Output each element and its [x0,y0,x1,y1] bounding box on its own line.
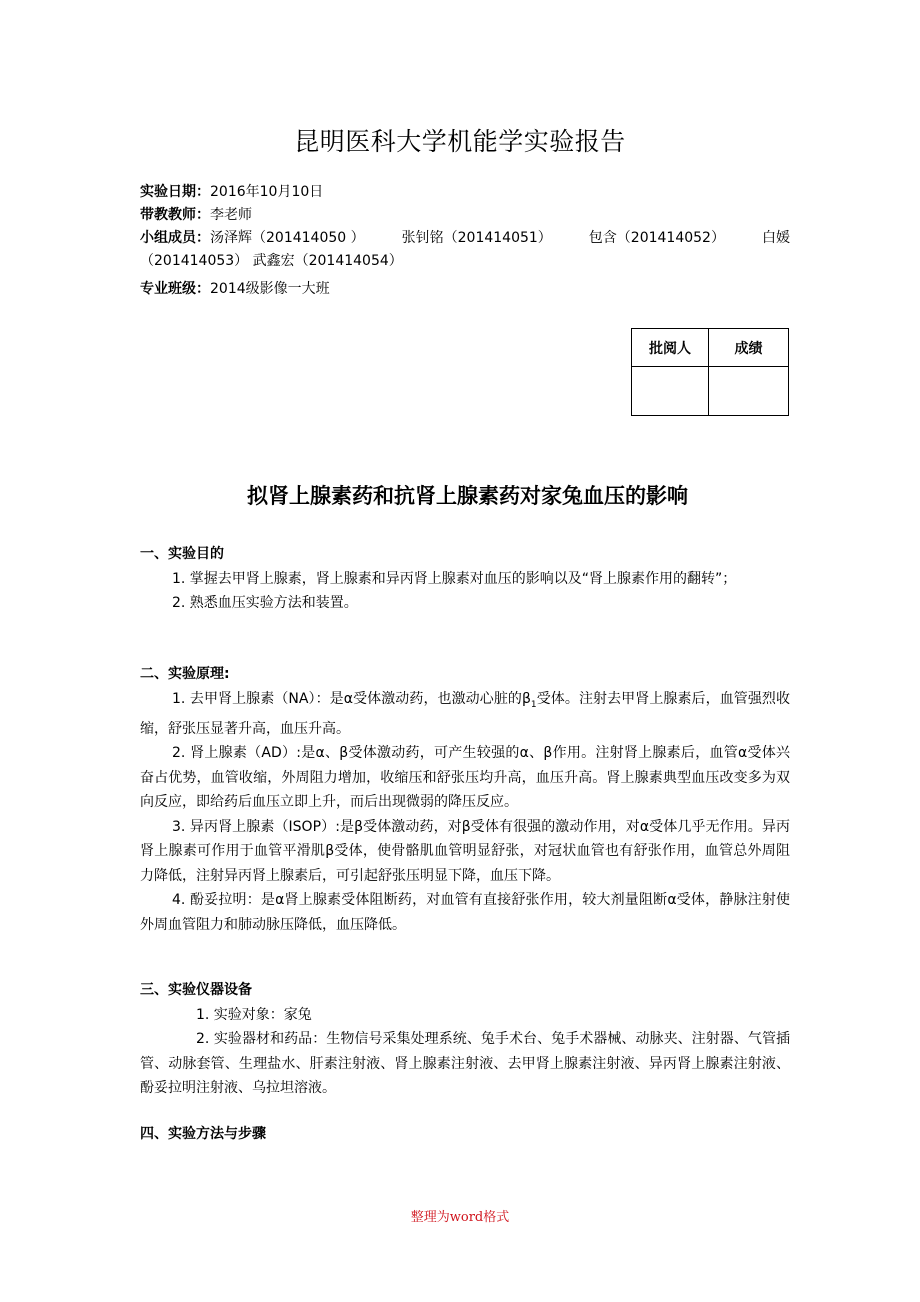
section-principle [140,662,790,937]
list-item: 2. 实验器材和药品：生物信号采集处理系统、兔手术台、兔手术器械、动脉夹、注射器、气管插管、动脉套管、生理盐水、肝素注射液、肾上腺素注射液、去甲肾上腺素注射液、异丙肾上腺素注射液、酚妥拉明注射液、乌拉坦溶液。 [140,1031,790,1096]
list-item: 2. 肾上腺素（AD）:是α、β受体激动药，可产生较强的α、β作用。注射肾上腺素后，血管α受体兴奋占优势，血管收缩，外周阻力增加，收缩压和舒张压均升高，血压升高。肾上腺素典型血压改变多为双向反应，即给药后血压立即上升，而后出现微弱的降压反应。 [140,745,790,811]
footer-note: 整理为word格式 [410,1210,510,1225]
class-value: 2014级影像一大班 [210,281,330,297]
date-value: 2016年10月10日 [210,184,324,200]
score-header: 成绩 [709,329,789,367]
member-1: 汤泽辉（201414050 ） [210,230,365,246]
list-item: 3. 异丙肾上腺素（ISOP）:是β受体激动药，对β受体有很强的激动作用，对α受体几乎无作用。异丙肾上腺素可作用于血管平滑肌β受体，使骨骼肌血管明显舒张，对冠状血管也有舒张作用，血管总外周阻力降低，注射异丙肾上腺素后，可引起舒张压明显下降，血压下降。 [140,818,790,884]
member-2: 张钊铭（201414051） [401,230,552,246]
members-continued: （201414053） 武鑫宏（201414054） [140,253,403,269]
section-equipment [140,978,790,1101]
item-text: 受体。注射去甲肾上腺素后，血管强烈收缩，舒张压显著升高，血压升高。 [140,690,790,737]
section-heading: 三、实验仪器设备 [140,982,252,998]
members-label: 小组成员： [140,230,210,246]
section-purpose [140,542,790,616]
section-heading: 四、实验方法与步骤 [140,1126,266,1142]
experiment-date [140,181,790,204]
reviewer-header: 批阅人 [632,329,709,367]
member-3: 包含（201414052） [588,230,725,246]
section-method [140,1122,790,1147]
list-item: 1. 掌握去甲肾上腺素，肾上腺素和异丙肾上腺素对血压的影响以及“肾上腺素作用的翻转”； [172,570,737,587]
score-cell [709,367,789,416]
member-4: 白媛 [761,230,790,246]
subscript: 1 [530,699,537,710]
date-label: 实验日期： [140,184,210,200]
section-heading: 二、实验原理: [140,666,230,682]
section-heading: 一、实验目的 [140,546,224,562]
list-item: 2. 熟悉血压实验方法和装置。 [172,595,358,611]
teacher [140,204,790,227]
list-item: 4. 酚妥拉明：是α肾上腺素受体阻断药，对血管有直接舒张作用，较大剂量阻断α受体，静脉注射使外周血管阻力和肺动脉压降低，血压降低。 [140,892,790,933]
list-item [140,687,790,742]
class-info [140,278,790,301]
experiment-title: 拟肾上腺素药和抗肾上腺素药对家兔血压的影响 [247,484,688,508]
group-members [140,227,790,273]
list-item: 1. 实验对象：家兔 [196,1006,312,1023]
class-label: 专业班级： [140,281,210,297]
teacher-label: 带教教师： [140,207,210,223]
grading-table [631,328,789,416]
reviewer-cell [632,367,709,416]
item-text: 1. 去甲肾上腺素（NA）：是α受体激动药，也激动心脏的β [172,690,531,707]
teacher-value: 李老师 [210,207,252,223]
report-title: 昆明医科大学机能学实验报告 [294,127,626,156]
